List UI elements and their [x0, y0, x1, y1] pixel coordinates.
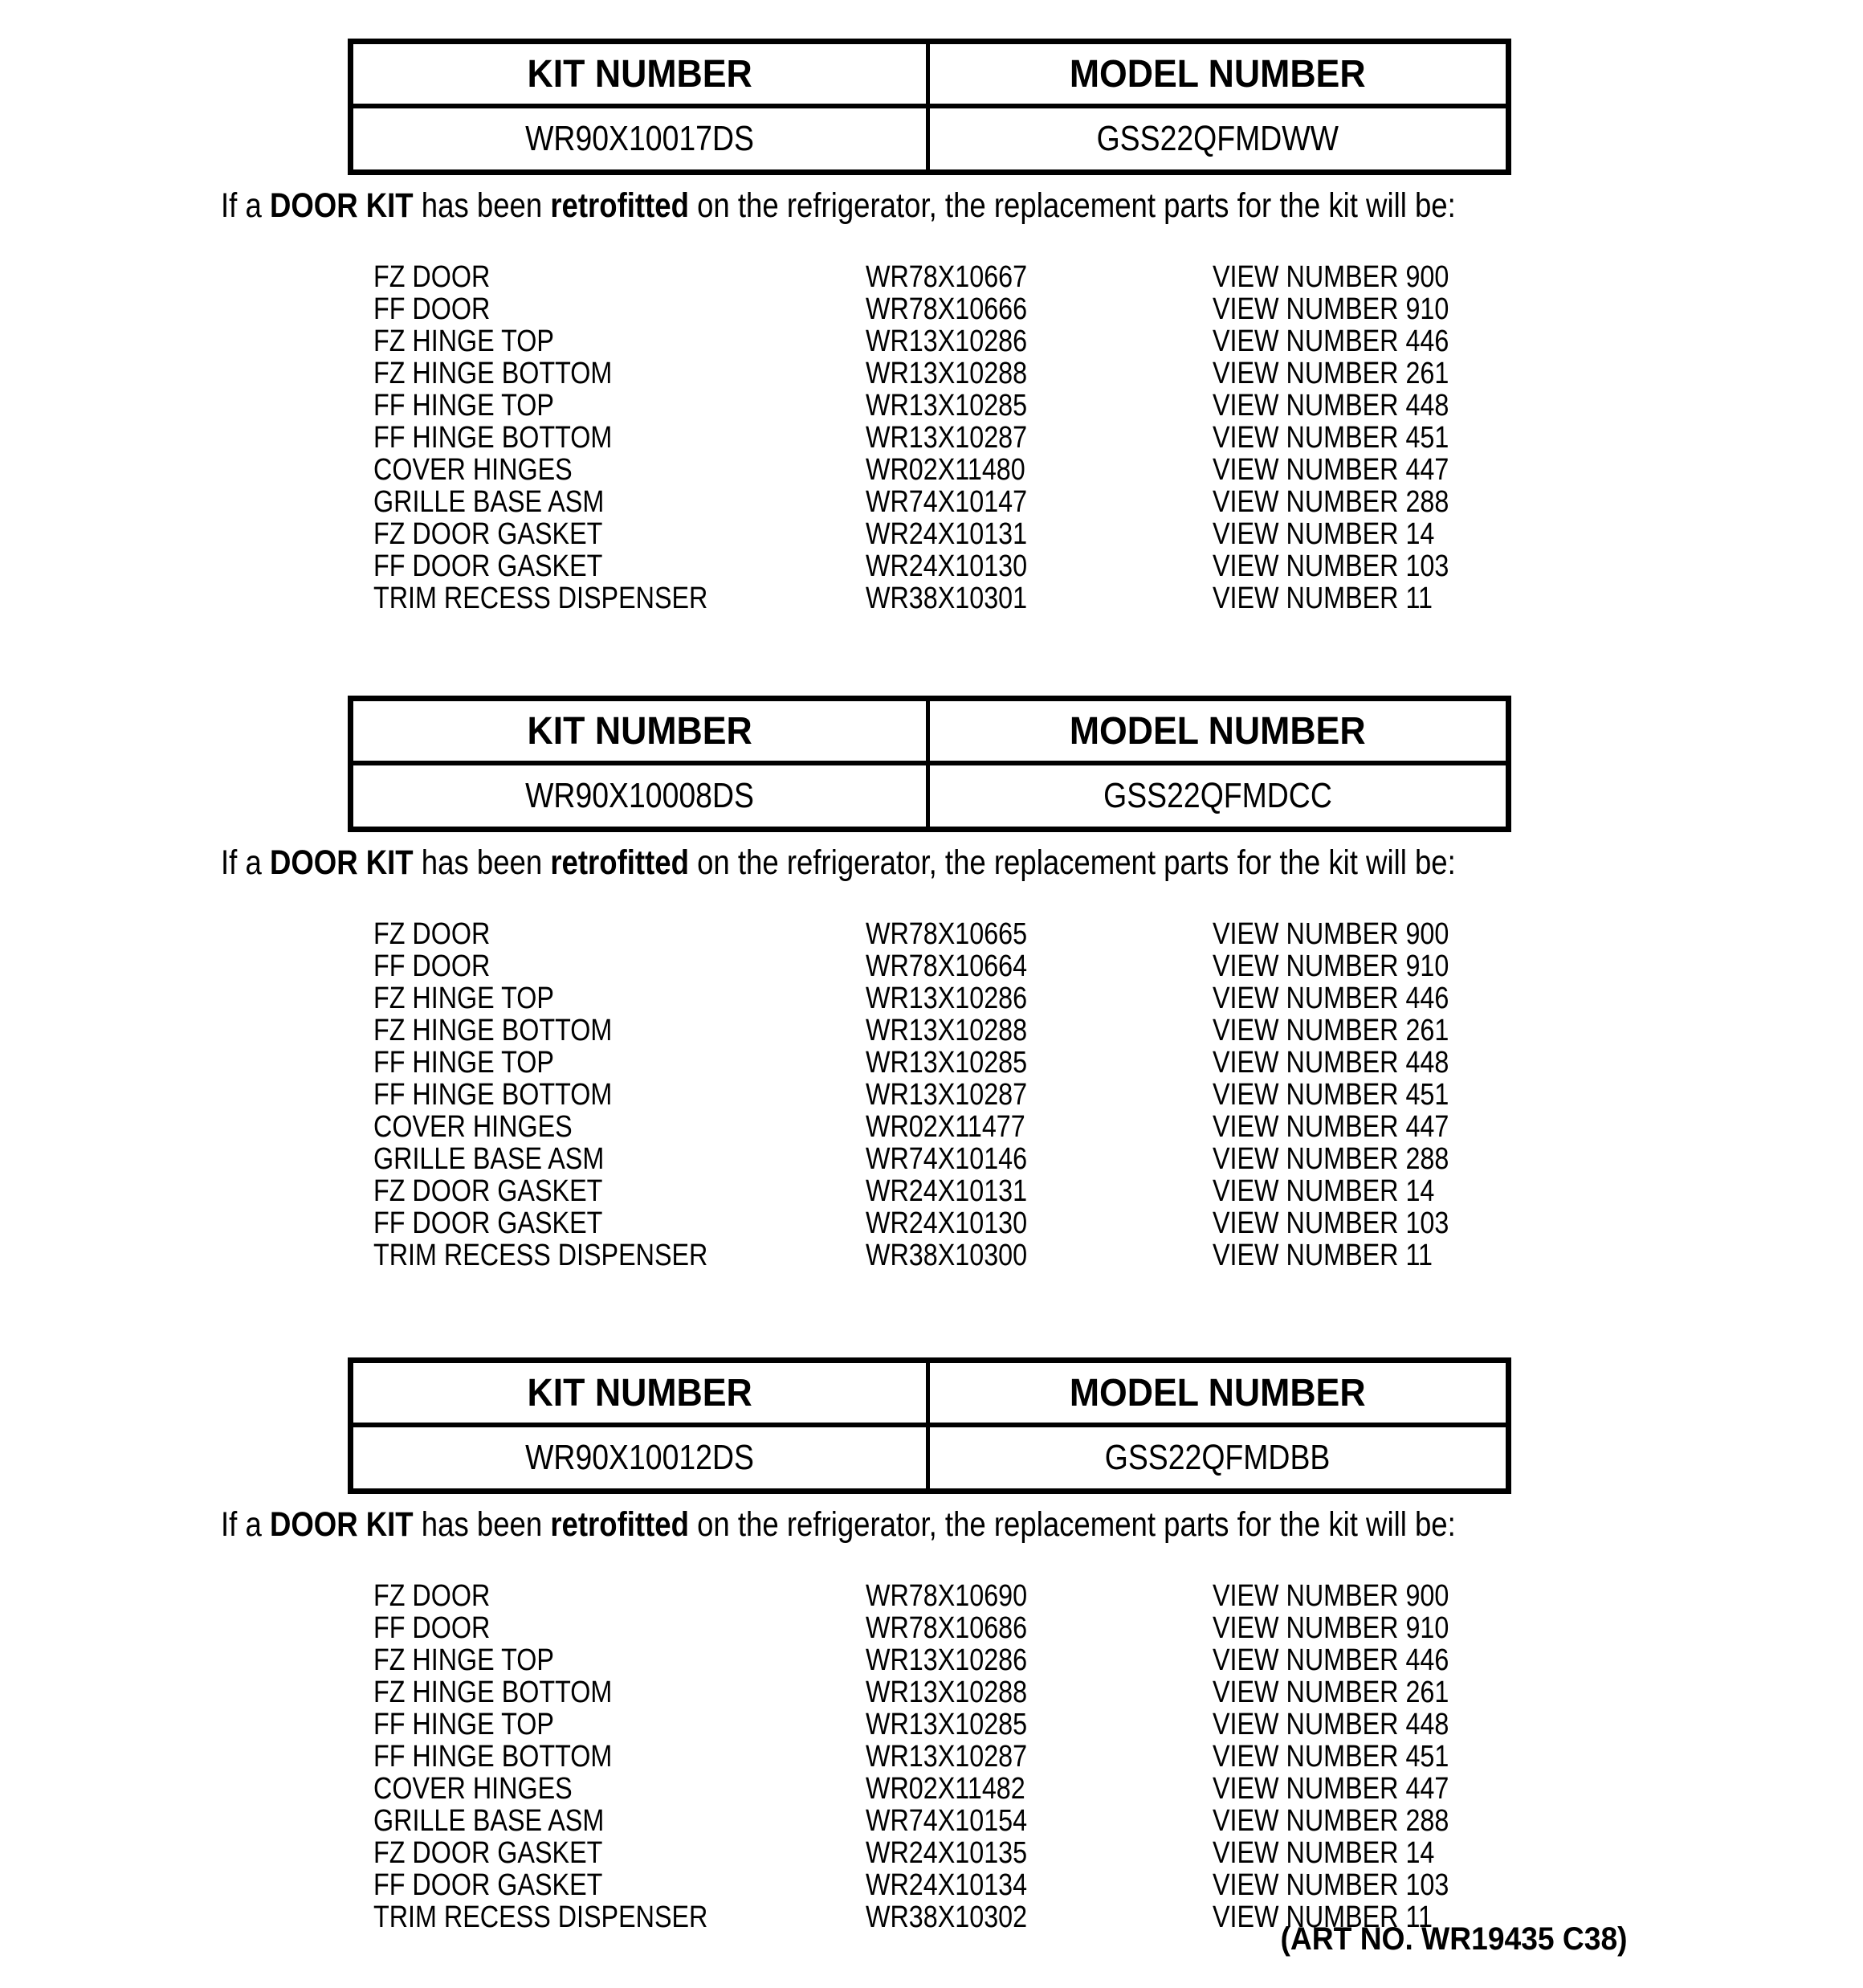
- part-name-cell: [373, 1239, 866, 1273]
- part-number: WR38X10300: [866, 1239, 1028, 1272]
- part-name: FF HINGE TOP: [373, 1046, 554, 1080]
- model-number-value: GSS22QFMDCC: [1103, 776, 1332, 815]
- part-name-cell: [373, 1174, 866, 1209]
- view-number: VIEW NUMBER 451: [1213, 1078, 1449, 1112]
- retrofit-note: [221, 188, 1863, 224]
- part-name-cell: [373, 389, 866, 423]
- kit-number-header-cell: [353, 44, 930, 108]
- view-number-cell: [1213, 389, 1863, 423]
- view-number: VIEW NUMBER 288: [1213, 1804, 1449, 1838]
- part-name: FZ HINGE TOP: [373, 1643, 554, 1677]
- part-number: WR38X10302: [866, 1900, 1028, 1934]
- retrofit-note-text: [221, 1507, 1456, 1543]
- part-name-cell: [373, 1611, 866, 1646]
- view-number-cell: [1213, 582, 1863, 616]
- view-number: VIEW NUMBER 103: [1213, 1868, 1449, 1902]
- part-name: GRILLE BASE ASM: [373, 1142, 605, 1176]
- part-number: WR24X10134: [866, 1868, 1028, 1902]
- view-number: VIEW NUMBER 14: [1213, 517, 1435, 551]
- parts-row: [373, 1836, 1863, 1868]
- view-number: VIEW NUMBER 446: [1213, 982, 1449, 1015]
- model-number-header-cell: [930, 44, 1506, 108]
- part-number-cell: [866, 485, 1213, 520]
- part-number-cell: [866, 1676, 1213, 1710]
- part-name-cell: [373, 1078, 866, 1112]
- part-number: WR24X10131: [866, 517, 1028, 551]
- part-number: WR13X10287: [866, 421, 1028, 455]
- view-number-cell: [1213, 1014, 1863, 1048]
- part-name: FZ HINGE TOP: [373, 982, 554, 1015]
- parts-list: [373, 1579, 1863, 1933]
- part-name-cell: [373, 260, 866, 295]
- parts-row: [373, 421, 1863, 453]
- view-number: VIEW NUMBER 447: [1213, 1772, 1449, 1806]
- part-number: WR24X10130: [866, 549, 1028, 583]
- part-number: WR02X11477: [866, 1110, 1025, 1144]
- note-suffix: on the refrigerator, the replacement parts for the kit will be:: [688, 1505, 1456, 1544]
- note-suffix: on the refrigerator, the replacement parts for the kit will be:: [688, 843, 1456, 882]
- view-number: VIEW NUMBER 11: [1213, 582, 1433, 615]
- part-name-cell: [373, 1046, 866, 1080]
- note-retrofitted: retrofitted: [550, 1505, 689, 1544]
- parts-row: [373, 292, 1863, 325]
- view-number: VIEW NUMBER 14: [1213, 1174, 1435, 1208]
- view-number-cell: [1213, 1836, 1863, 1871]
- part-name: GRILLE BASE ASM: [373, 485, 605, 519]
- view-number-cell: [1213, 1579, 1863, 1614]
- part-number: WR02X11480: [866, 453, 1025, 487]
- part-number-cell: [866, 357, 1213, 391]
- view-number: VIEW NUMBER 910: [1213, 292, 1449, 326]
- part-name: FF DOOR GASKET: [373, 549, 603, 583]
- parts-row: [373, 260, 1863, 292]
- part-name: FF HINGE BOTTOM: [373, 1740, 613, 1774]
- kit-section-3: [0, 1357, 1863, 1933]
- note-middle: has been: [413, 843, 551, 882]
- part-number: WR78X10667: [866, 260, 1028, 294]
- part-number: WR78X10690: [866, 1579, 1028, 1613]
- view-number-cell: [1213, 982, 1863, 1016]
- part-number-cell: [866, 1772, 1213, 1806]
- parts-row: [373, 1174, 1863, 1206]
- part-name-cell: [373, 357, 866, 391]
- part-name: COVER HINGES: [373, 1110, 573, 1144]
- part-number: WR78X10665: [866, 917, 1028, 951]
- part-number-cell: [866, 453, 1213, 488]
- part-name: FZ DOOR GASKET: [373, 1836, 603, 1870]
- note-door-kit: DOOR KIT: [269, 186, 414, 225]
- part-number-cell: [866, 1836, 1213, 1871]
- part-number: WR02X11482: [866, 1772, 1025, 1806]
- view-number: VIEW NUMBER 261: [1213, 357, 1449, 390]
- parts-row: [373, 1708, 1863, 1740]
- parts-row: [373, 1046, 1863, 1078]
- view-number: VIEW NUMBER 447: [1213, 453, 1449, 487]
- part-number: WR13X10285: [866, 389, 1028, 423]
- parts-row: [373, 1611, 1863, 1643]
- part-name-cell: [373, 582, 866, 616]
- part-number: WR74X10147: [866, 485, 1028, 519]
- view-number-cell: [1213, 485, 1863, 520]
- part-number-cell: [866, 1046, 1213, 1080]
- part-number: WR13X10287: [866, 1740, 1028, 1774]
- part-number-cell: [866, 982, 1213, 1016]
- view-number-cell: [1213, 1206, 1863, 1241]
- part-number: WR24X10131: [866, 1174, 1028, 1208]
- part-number: WR78X10666: [866, 292, 1028, 326]
- part-name: COVER HINGES: [373, 453, 573, 487]
- part-number: WR74X10154: [866, 1804, 1028, 1838]
- view-number-cell: [1213, 1708, 1863, 1742]
- view-number: VIEW NUMBER 261: [1213, 1014, 1449, 1047]
- parts-row: [373, 1142, 1863, 1174]
- part-number-cell: [866, 917, 1213, 952]
- view-number: VIEW NUMBER 451: [1213, 421, 1449, 455]
- part-number-cell: [866, 1174, 1213, 1209]
- retrofit-note-text: [221, 188, 1456, 224]
- model-number-header: MODEL NUMBER: [1069, 1371, 1366, 1414]
- parts-row: [373, 517, 1863, 549]
- part-number-cell: [866, 1611, 1213, 1646]
- part-name-cell: [373, 485, 866, 520]
- view-number-cell: [1213, 1239, 1863, 1273]
- part-name-cell: [373, 292, 866, 327]
- part-number: WR78X10664: [866, 949, 1028, 983]
- part-number-cell: [866, 1239, 1213, 1273]
- part-number-cell: [866, 1110, 1213, 1145]
- part-number-cell: [866, 389, 1213, 423]
- view-number-cell: [1213, 1078, 1863, 1112]
- parts-row: [373, 1078, 1863, 1110]
- note-retrofitted: retrofitted: [550, 186, 689, 225]
- parts-row: [373, 1239, 1863, 1271]
- view-number-cell: [1213, 453, 1863, 488]
- parts-row: [373, 453, 1863, 485]
- kit-number-value: WR90X10017DS: [524, 119, 754, 158]
- parts-row: [373, 1900, 1863, 1933]
- parts-row: [373, 1014, 1863, 1046]
- parts-row: [373, 1868, 1863, 1900]
- kit-number-value-cell: [353, 1427, 930, 1488]
- kit-number-header: KIT NUMBER: [527, 709, 752, 753]
- part-name: FF DOOR: [373, 292, 491, 326]
- parts-row: [373, 949, 1863, 982]
- parts-row: [373, 1740, 1863, 1772]
- parts-row: [373, 325, 1863, 357]
- part-name: FZ DOOR GASKET: [373, 517, 603, 551]
- parts-row: [373, 582, 1863, 614]
- parts-row: [373, 1772, 1863, 1804]
- view-number-cell: [1213, 1611, 1863, 1646]
- view-number-cell: [1213, 357, 1863, 391]
- part-number: WR78X10686: [866, 1611, 1028, 1645]
- part-name: FF HINGE BOTTOM: [373, 1078, 613, 1112]
- part-name-cell: [373, 325, 866, 359]
- model-number-value-cell: [930, 108, 1506, 169]
- part-name-cell: [373, 1836, 866, 1871]
- kit-section-1: [0, 39, 1863, 614]
- view-number: VIEW NUMBER 900: [1213, 917, 1449, 951]
- part-name: TRIM RECESS DISPENSER: [373, 1900, 708, 1934]
- part-number-cell: [866, 260, 1213, 295]
- part-number-cell: [866, 549, 1213, 584]
- parts-row: [373, 1643, 1863, 1676]
- part-name-cell: [373, 1708, 866, 1742]
- part-number-cell: [866, 1142, 1213, 1177]
- part-name: FZ DOOR GASKET: [373, 1174, 603, 1208]
- part-number-cell: [866, 1078, 1213, 1112]
- note-door-kit: DOOR KIT: [269, 843, 414, 882]
- part-number: WR13X10285: [866, 1708, 1028, 1741]
- part-number-cell: [866, 421, 1213, 455]
- view-number-cell: [1213, 1643, 1863, 1678]
- view-number-cell: [1213, 1046, 1863, 1080]
- part-name-cell: [373, 1772, 866, 1806]
- parts-row: [373, 917, 1863, 949]
- part-name-cell: [373, 1579, 866, 1614]
- parts-row: [373, 982, 1863, 1014]
- view-number-cell: [1213, 260, 1863, 295]
- view-number-cell: [1213, 949, 1863, 984]
- part-name-cell: [373, 1643, 866, 1678]
- view-number: VIEW NUMBER 261: [1213, 1676, 1449, 1709]
- part-name-cell: [373, 982, 866, 1016]
- part-name: GRILLE BASE ASM: [373, 1804, 605, 1838]
- view-number: VIEW NUMBER 448: [1213, 1046, 1449, 1080]
- part-number: WR13X10288: [866, 357, 1028, 390]
- view-number-cell: [1213, 421, 1863, 455]
- part-name-cell: [373, 917, 866, 952]
- part-number-cell: [866, 1740, 1213, 1774]
- part-number-cell: [866, 1900, 1213, 1935]
- view-number-cell: [1213, 1174, 1863, 1209]
- view-number: VIEW NUMBER 910: [1213, 1611, 1449, 1645]
- kit-number-value: WR90X10012DS: [524, 1438, 754, 1477]
- view-number: VIEW NUMBER 11: [1213, 1900, 1433, 1934]
- part-name: FF HINGE TOP: [373, 389, 554, 423]
- view-number: VIEW NUMBER 446: [1213, 1643, 1449, 1677]
- model-number-header-cell: [930, 1363, 1506, 1427]
- view-number-cell: [1213, 917, 1863, 952]
- parts-list: [373, 260, 1863, 614]
- part-number-cell: [866, 1643, 1213, 1678]
- part-number-cell: [866, 292, 1213, 327]
- parts-row: [373, 549, 1863, 582]
- view-number-cell: [1213, 1740, 1863, 1774]
- model-number-header-cell: [930, 701, 1506, 765]
- model-number-value-cell: [930, 1427, 1506, 1488]
- parts-row: [373, 1206, 1863, 1239]
- part-number: WR24X10135: [866, 1836, 1028, 1870]
- kit-number-value-cell: [353, 765, 930, 827]
- note-prefix: If a: [221, 843, 270, 882]
- parts-list: [373, 917, 1863, 1271]
- part-number-cell: [866, 325, 1213, 359]
- parts-row: [373, 485, 1863, 517]
- part-name: FF HINGE TOP: [373, 1708, 554, 1741]
- parts-row: [373, 1676, 1863, 1708]
- part-name-cell: [373, 1014, 866, 1048]
- part-number-cell: [866, 1206, 1213, 1241]
- part-name-cell: [373, 1868, 866, 1903]
- kit-section-2: [0, 696, 1863, 1271]
- kit-number-header: KIT NUMBER: [527, 52, 752, 96]
- retrofit-note-text: [221, 845, 1456, 881]
- part-number: WR13X10286: [866, 325, 1028, 358]
- kit-number-header-cell: [353, 701, 930, 765]
- part-number: WR13X10288: [866, 1014, 1028, 1047]
- part-number-cell: [866, 517, 1213, 552]
- view-number: VIEW NUMBER 451: [1213, 1740, 1449, 1774]
- view-number-cell: [1213, 549, 1863, 584]
- part-number-cell: [866, 1804, 1213, 1839]
- kit-number-value: WR90X10008DS: [524, 776, 754, 815]
- parts-row: [373, 1110, 1863, 1142]
- model-number-header: MODEL NUMBER: [1069, 52, 1366, 96]
- model-number-value: GSS22QFMDWW: [1096, 119, 1339, 158]
- part-name-cell: [373, 1804, 866, 1839]
- retrofit-note: [221, 845, 1863, 881]
- view-number: VIEW NUMBER 103: [1213, 1206, 1449, 1240]
- parts-row: [373, 1579, 1863, 1611]
- view-number: VIEW NUMBER 14: [1213, 1836, 1435, 1870]
- note-prefix: If a: [221, 1505, 270, 1544]
- view-number: VIEW NUMBER 900: [1213, 1579, 1449, 1613]
- part-name: FZ DOOR: [373, 260, 491, 294]
- part-number-cell: [866, 949, 1213, 984]
- part-name-cell: [373, 421, 866, 455]
- part-name-cell: [373, 1142, 866, 1177]
- part-name-cell: [373, 549, 866, 584]
- kit-model-table: [348, 39, 1511, 175]
- part-name: FZ HINGE BOTTOM: [373, 1014, 613, 1047]
- view-number: VIEW NUMBER 288: [1213, 485, 1449, 519]
- model-number-header: MODEL NUMBER: [1069, 709, 1366, 753]
- part-number: WR38X10301: [866, 582, 1028, 615]
- kit-number-value-cell: [353, 108, 930, 169]
- model-number-value: GSS22QFMDBB: [1104, 1438, 1331, 1477]
- parts-row: [373, 357, 1863, 389]
- part-number-cell: [866, 1708, 1213, 1742]
- parts-row: [373, 389, 1863, 421]
- part-number: WR13X10285: [866, 1046, 1028, 1080]
- parts-row: [373, 1804, 1863, 1836]
- note-middle: has been: [413, 1505, 551, 1544]
- part-number-cell: [866, 1868, 1213, 1903]
- view-number: VIEW NUMBER 910: [1213, 949, 1449, 983]
- part-name-cell: [373, 1110, 866, 1145]
- view-number-cell: [1213, 1676, 1863, 1710]
- part-number-cell: [866, 1014, 1213, 1048]
- view-number-cell: [1213, 1110, 1863, 1145]
- view-number-cell: [1213, 517, 1863, 552]
- kit-model-table: [348, 1357, 1511, 1494]
- view-number: VIEW NUMBER 900: [1213, 260, 1449, 294]
- part-number-cell: [866, 1579, 1213, 1614]
- view-number: VIEW NUMBER 447: [1213, 1110, 1449, 1144]
- part-name: FZ DOOR: [373, 1579, 491, 1613]
- part-name-cell: [373, 949, 866, 984]
- note-door-kit: DOOR KIT: [269, 1505, 414, 1544]
- part-number: WR24X10130: [866, 1206, 1028, 1240]
- part-name: FF DOOR: [373, 1611, 491, 1645]
- view-number: VIEW NUMBER 288: [1213, 1142, 1449, 1176]
- part-number: WR13X10287: [866, 1078, 1028, 1112]
- kit-model-table: [348, 696, 1511, 832]
- kit-number-header-cell: [353, 1363, 930, 1427]
- view-number: VIEW NUMBER 103: [1213, 549, 1449, 583]
- view-number: VIEW NUMBER 11: [1213, 1239, 1433, 1272]
- kit-number-header: KIT NUMBER: [527, 1371, 752, 1414]
- part-name: FZ HINGE TOP: [373, 325, 554, 358]
- note-suffix: on the refrigerator, the replacement parts for the kit will be:: [688, 186, 1456, 225]
- part-number: WR13X10286: [866, 1643, 1028, 1677]
- view-number: VIEW NUMBER 448: [1213, 389, 1449, 423]
- part-name: FZ HINGE BOTTOM: [373, 357, 613, 390]
- page-footer: [1254, 1921, 1628, 1957]
- view-number-cell: [1213, 325, 1863, 359]
- part-name: COVER HINGES: [373, 1772, 573, 1806]
- part-number-cell: [866, 582, 1213, 616]
- part-name-cell: [373, 1740, 866, 1774]
- part-number: WR13X10288: [866, 1676, 1028, 1709]
- note-middle: has been: [413, 186, 551, 225]
- note-prefix: If a: [221, 186, 270, 225]
- part-name-cell: [373, 453, 866, 488]
- part-name: FZ HINGE BOTTOM: [373, 1676, 613, 1709]
- view-number-cell: [1213, 1142, 1863, 1177]
- view-number-cell: [1213, 1868, 1863, 1903]
- view-number: VIEW NUMBER 446: [1213, 325, 1449, 358]
- part-name: FF DOOR GASKET: [373, 1206, 603, 1240]
- part-name: TRIM RECESS DISPENSER: [373, 1239, 708, 1272]
- part-name-cell: [373, 517, 866, 552]
- view-number-cell: [1213, 1772, 1863, 1806]
- part-number: WR74X10146: [866, 1142, 1028, 1176]
- part-number: WR13X10286: [866, 982, 1028, 1015]
- note-retrofitted: retrofitted: [550, 843, 689, 882]
- part-name: FF DOOR GASKET: [373, 1868, 603, 1902]
- view-number-cell: [1213, 1804, 1863, 1839]
- view-number-cell: [1213, 292, 1863, 327]
- part-name: FZ DOOR: [373, 917, 491, 951]
- part-name-cell: [373, 1900, 866, 1935]
- retrofit-note: [221, 1507, 1863, 1543]
- model-number-value-cell: [930, 765, 1506, 827]
- part-name: FF HINGE BOTTOM: [373, 421, 613, 455]
- view-number: VIEW NUMBER 448: [1213, 1708, 1449, 1741]
- part-name-cell: [373, 1676, 866, 1710]
- art-number: (ART NO. WR19435 C38): [1280, 1921, 1628, 1957]
- part-name-cell: [373, 1206, 866, 1241]
- part-name: TRIM RECESS DISPENSER: [373, 582, 708, 615]
- part-name: FF DOOR: [373, 949, 491, 983]
